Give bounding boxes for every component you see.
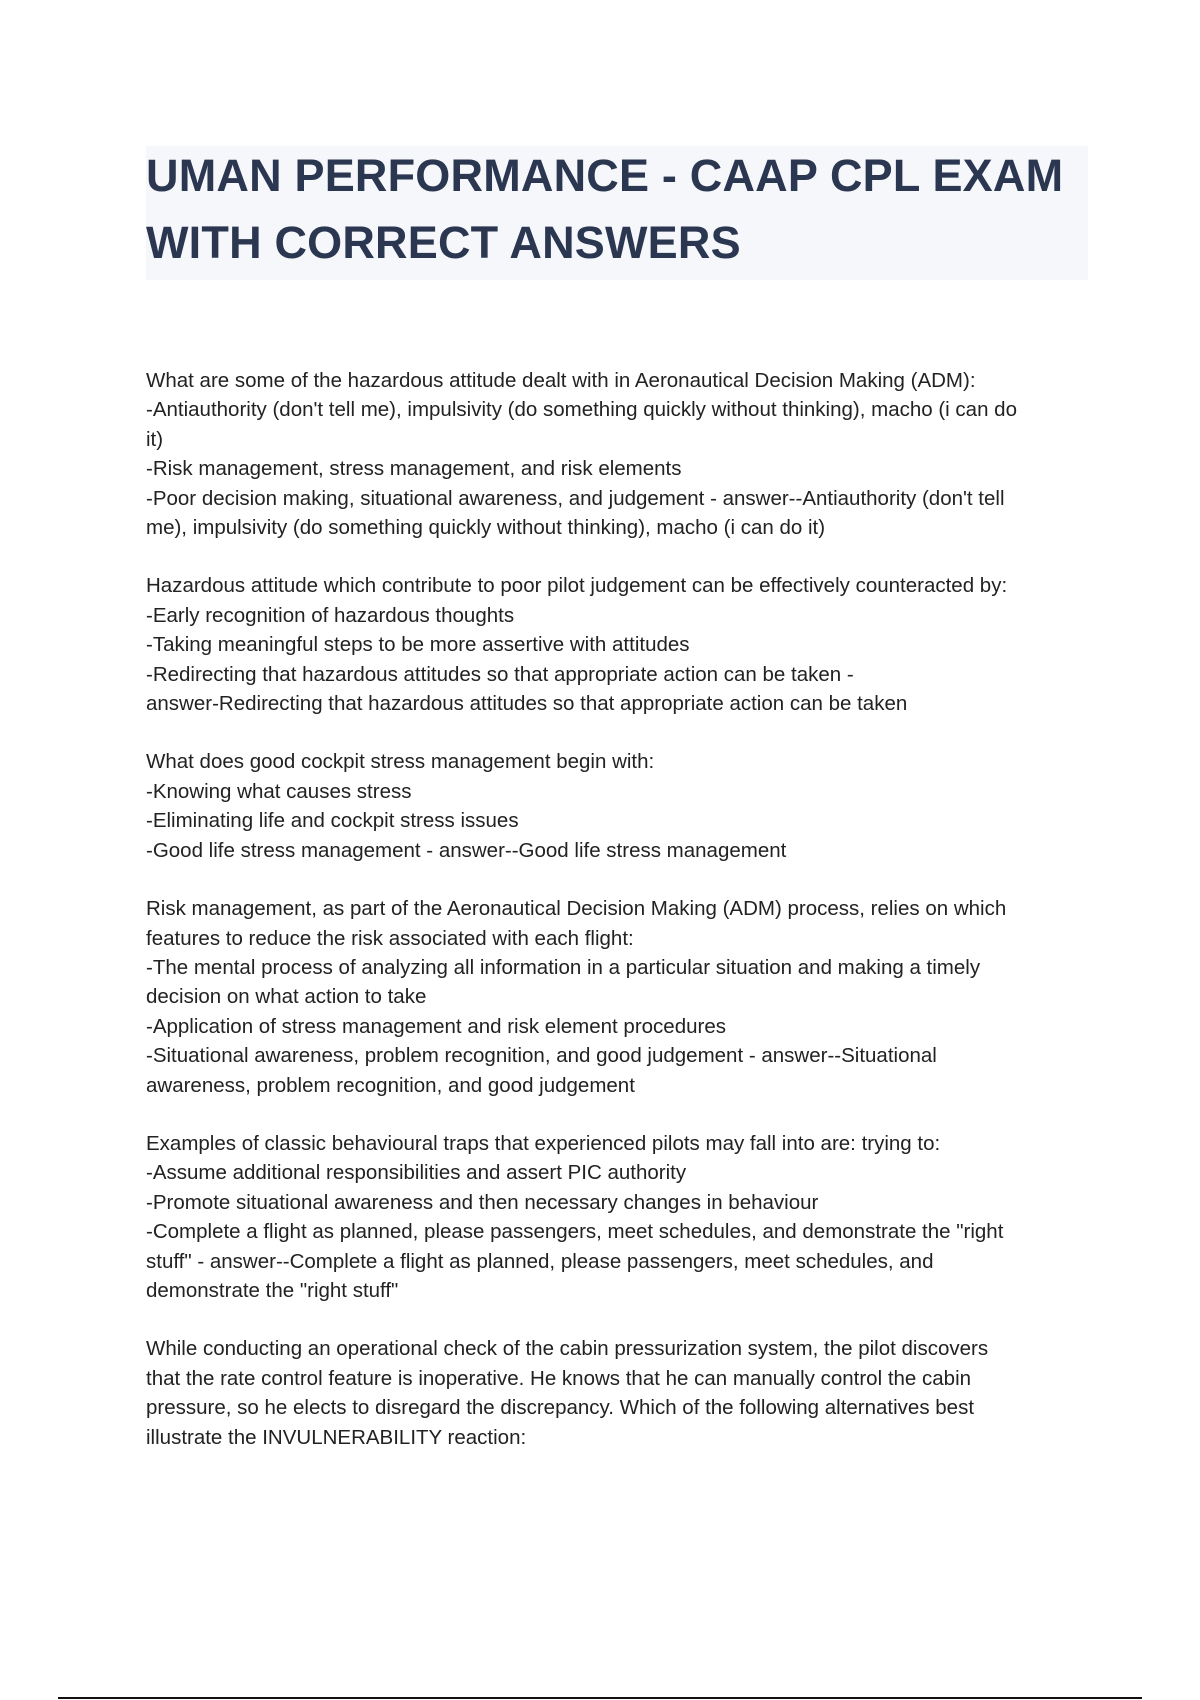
answer-text: awareness, problem recognition, and good judgement xyxy=(146,1073,635,1097)
option-text: -Knowing what causes stress xyxy=(146,779,412,803)
option-text: -Promote situational awareness and then necessary changes in behaviour xyxy=(146,1190,819,1214)
option-text: -Assume additional responsibilities and assert PIC authority xyxy=(146,1161,687,1185)
option-text: stuff" - answer--Complete a flight as planned, please passengers, meet schedules, and xyxy=(146,1249,934,1273)
question-text: What does good cockpit stress management begin with: xyxy=(146,750,655,774)
footer-divider xyxy=(58,1697,1142,1699)
answer-text: -Good life stress management - answer--Good life stress management xyxy=(146,838,787,862)
question-text: Examples of classic behavioural traps that experienced pilots may fall into are: trying to: xyxy=(146,1131,941,1155)
answer-text: demonstrate the "right stuff" xyxy=(146,1278,399,1302)
qa-block-hazardous-attitudes xyxy=(146,366,1086,542)
option-text: -Early recognition of hazardous thoughts xyxy=(146,603,515,627)
qa-block-invulnerability xyxy=(146,1334,1086,1452)
option-text: -Poor decision making, situational awareness, and judgement - answer--Antiauthority (don't tell xyxy=(146,486,1005,510)
option-text: -Antiauthority (don't tell me), impulsivity (do something quickly without thinking), macho (i can do xyxy=(146,398,1017,422)
question-text: Hazardous attitude which contribute to poor pilot judgement can be effectively counteracted by: xyxy=(146,574,1008,598)
title-line: UMAN PERFORMANCE - CAAP CPL EXAM xyxy=(146,150,1064,201)
answer-text: answer-Redirecting that hazardous attitudes so that appropriate action can be taken xyxy=(146,692,908,716)
question-text: features to reduce the risk associated with each flight: xyxy=(146,926,634,950)
question-text: What are some of the hazardous attitude dealt with in Aeronautical Decision Making (ADM): xyxy=(146,369,976,392)
option-text: -Situational awareness, problem recognition, and good judgement - answer--Situational xyxy=(146,1044,937,1068)
option-text: it) xyxy=(146,427,164,451)
question-text: Risk management, as part of the Aeronautical Decision Making (ADM) process, relies on which xyxy=(146,897,1007,921)
qa-block-behavioural-traps xyxy=(146,1129,1086,1305)
question-text: illustrate the INVULNERABILITY reaction: xyxy=(146,1425,527,1449)
document-title xyxy=(146,142,1088,276)
question-text: While conducting an operational check of the cabin pressurization system, the pilot discovers xyxy=(146,1337,989,1361)
option-text: decision on what action to take xyxy=(146,985,427,1009)
document-body xyxy=(146,366,1086,1481)
option-text: -Taking meaningful steps to be more assertive with attitudes xyxy=(146,633,690,657)
option-text: -Risk management, stress management, and risk elements xyxy=(146,457,682,481)
title-line: WITH CORRECT ANSWERS xyxy=(146,217,741,268)
option-text: -Complete a flight as planned, please passengers, meet schedules, and demonstrate the "right xyxy=(146,1220,1004,1244)
question-text: that the rate control feature is inoperative. He knows that he can manually control the cabin xyxy=(146,1366,972,1390)
qa-block-counteracting-attitudes xyxy=(146,571,1086,718)
option-text: -The mental process of analyzing all information in a particular situation and making a timely xyxy=(146,955,981,979)
option-text: -Eliminating life and cockpit stress issues xyxy=(146,809,519,833)
qa-block-risk-management xyxy=(146,894,1086,1100)
qa-block-stress-management xyxy=(146,747,1086,865)
option-text: -Application of stress management and risk element procedures xyxy=(146,1014,726,1038)
option-text: -Redirecting that hazardous attitudes so that appropriate action can be taken - xyxy=(146,662,854,686)
question-text: pressure, so he elects to disregard the discrepancy. Which of the following alternatives best xyxy=(146,1396,975,1420)
answer-text: me), impulsivity (do something quickly without thinking), macho (i can do it) xyxy=(146,516,826,540)
